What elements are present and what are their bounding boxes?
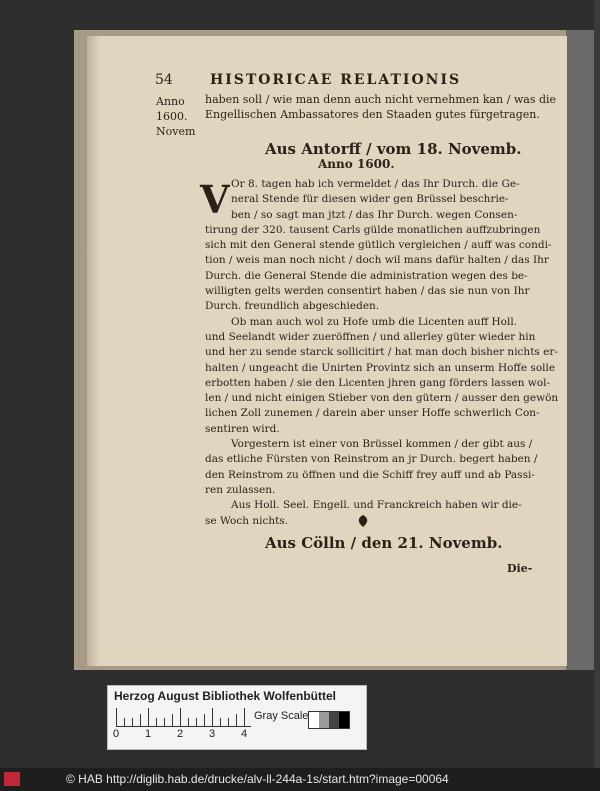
text-line: das etliche Fürsten von Reinstrom an jr Durch. begert haben / [205,453,538,466]
fleuron-ornament-icon [355,514,371,528]
text-line: ben / so sagt man jtzt / das Ihr Durch. wegen Consen- [231,208,518,221]
text-line: ren zulassen. [205,483,276,496]
drop-cap: V [200,177,230,222]
page-fold-shadow [86,36,100,666]
section-subheading: Anno 1600. [318,157,395,171]
text-line: lichen Zoll zunemen / darein aber unser Hoffe schwerlich Con- [205,407,540,420]
body-text [205,177,559,529]
text-line: Vorgestern ist einer von Brüssel kommen / der gibt aus / [231,438,533,451]
ruler-number: 0 [113,728,120,740]
text-line: den Reinstrom zu öffnen und die Schiff frey auff und ab Passi- [205,468,535,481]
catchword: Die- [507,562,533,575]
page-number: 54 [155,72,173,88]
text-line: Durch. die General Stende die administration wegen des be- [205,269,528,282]
margin-note-anno: Anno [156,95,185,108]
text-line: neral Stende für diesen wider gen Brüssel beschrie- [231,193,509,206]
continued-text [205,92,557,122]
grayscale-swatch [308,711,350,729]
library-color-card [107,685,367,750]
text-line: Engellischen Ambassatores den Staaden gutes fürgetragen. [205,108,540,121]
text-line: len / und nicht einigen Stieber von den gütern / ausser den gewön [205,392,559,405]
margin-note-month: Novem [156,125,196,138]
right-page-edge [566,30,594,670]
text-line: willigten gelts werden consentirt haben / das sie nun von Ihr [205,285,530,298]
hab-logo-icon [4,772,20,786]
section-heading: Aus Antorff / vom 18. Novemb. [265,140,522,158]
scan-border [594,0,600,768]
running-title: HISTORICAE RELATIONIS [210,72,462,88]
grayscale-label: Gray Scale [254,710,309,722]
text-line: se Woch nichts. [205,514,289,527]
scale-ruler [116,708,251,727]
text-line: tirung der 320. tausent Carls gülde monatlichen auffzubringen [205,223,541,236]
library-name: Herzog August Bibliothek Wolfenbüttel [114,689,336,703]
ruler-number: 1 [145,728,152,740]
text-line: Or 8. tagen hab ich vermeldet / das Ihr Durch. die Ge- [231,178,520,190]
text-line: und her zu sende starck sollicitirt / hat man doch bisher nichts er- [205,346,558,359]
ruler-number: 2 [177,728,184,740]
text-line: und Seelandt wider zueröffnen / und allerley güter wieder hin [205,330,536,343]
text-line: sentiren wird. [205,422,280,435]
text-line: sich mit den General stende gütlich vergleichen / auff was condi- [205,239,552,252]
ruler-number: 4 [241,728,248,740]
copyright-url[interactable]: © HAB http://diglib.hab.de/drucke/alv-ll-244a-1s/start.htm?image=00064 [66,772,449,786]
text-line: Durch. freundlich abgeschieden. [205,300,380,313]
text-line: haben soll / wie man denn auch nicht vernehmen kan / was die [205,93,557,106]
text-line: tion / weis man noch nicht / doch wil mans dafür halten / das Ihr [205,254,549,267]
margin-note-year: 1600. [156,110,188,123]
text-line: halten / ungeacht die Unirten Provintz sich an unserm Hoffe solle [205,361,556,374]
ruler-number: 3 [209,728,216,740]
footer-bar [0,768,600,791]
text-line: Ob man auch wol zu Hofe umb die Licenten auff Holl. [231,315,518,328]
section-heading-2: Aus Cölln / den 21. Novemb. [265,534,503,552]
text-line: Aus Holl. Seel. Engell. und Franckreich haben wir die- [231,499,522,512]
text-line: erbotten haben / sie den Licenten jhren gang förders lassen wol- [205,376,551,389]
